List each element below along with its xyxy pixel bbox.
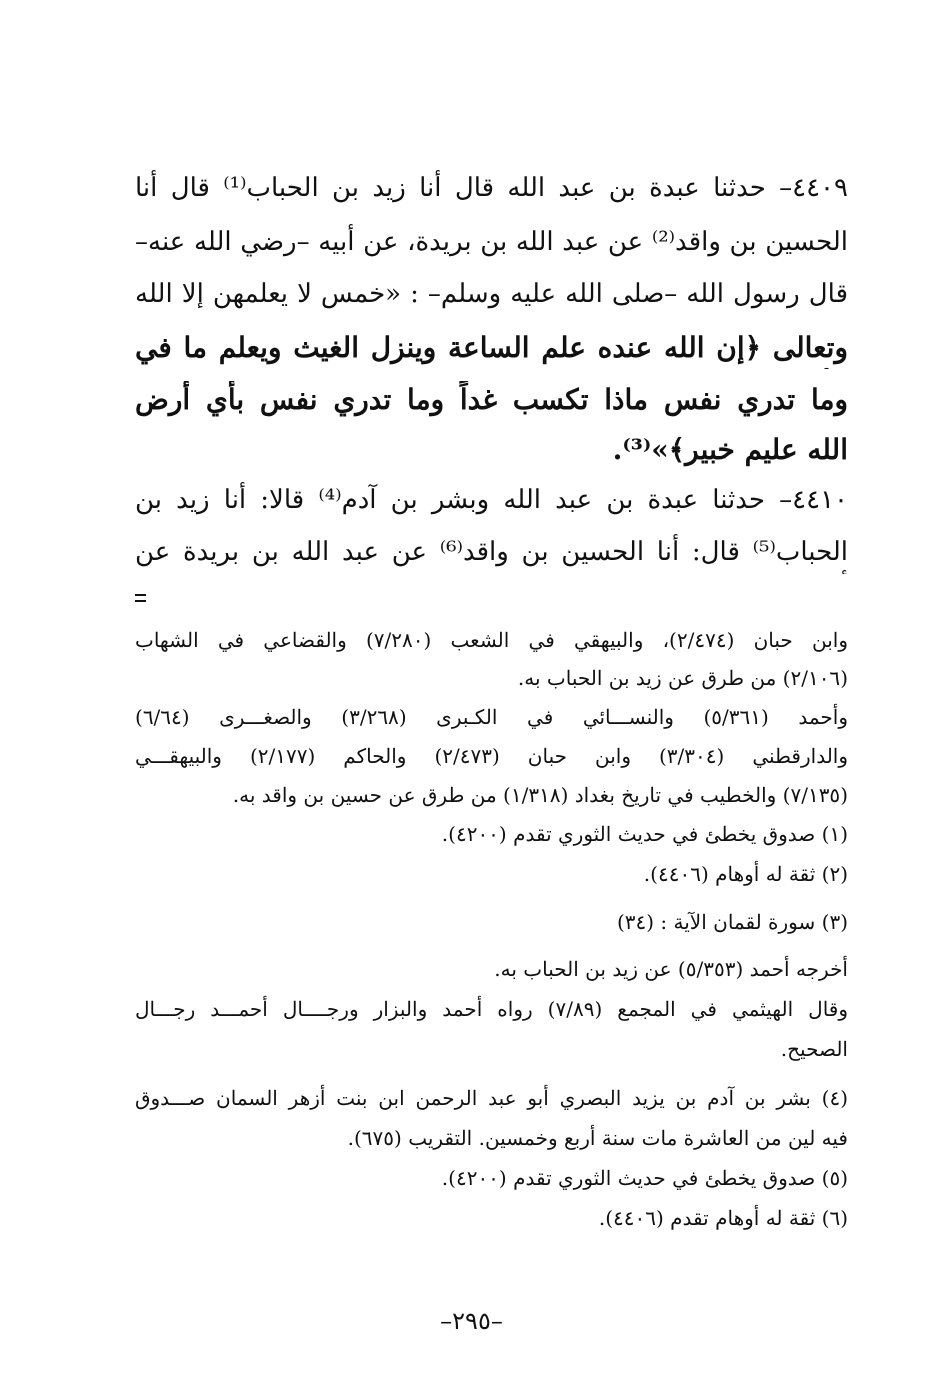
hadith-4410-line-1: ٤٤١٠– حدثنا عبدة بن عبد الله وبشر بن آدم⁽⁴⁾ قالا: أنا زيد بن	[135, 485, 848, 515]
footnote-continuation-line: والدارقطني (٣/٣٠٤) وابن حبان (٢/٤٧٣) والحاكم (٢/١٧٧) والبيهقـــي	[135, 744, 848, 768]
hadith-4409-line-6: الله عليم خبير﴾»⁽³⁾.	[612, 433, 848, 466]
footnote-separator	[135, 594, 146, 602]
footnote-5: (٥) صدوق يخطئ في حديث الثوري تقدم (٤٢٠٠).	[441, 1166, 848, 1190]
footnote-3-detail: وقال الهيثمي في المجمع (٧/٨٩) رواه أحمد والبزار ورجــــال أحمـــد رجـــال	[135, 997, 848, 1021]
footnote-1: (١) صدوق يخطئ في حديث الثوري تقدم (٤٢٠٠).	[441, 822, 848, 846]
footnote-continuation-line: وأحمد (٥/٣٦١) والنســـائي في الكـبرى (٣/٢٦٨) والصغـــرى (٦/٦٤)	[135, 705, 848, 729]
hadith-4409-line-4: وتعالى ﴿إن الله عنده علم الساعة وينزل الغيث ويعلم ما في	[135, 331, 848, 364]
hadith-4409-line-1: ٤٤٠٩– حدثنا عبدة بن عبد الله قال أنا زيد بن الحباب⁽¹⁾ قال أنا	[135, 173, 848, 203]
hadith-4409-line-2: الحسين بن واقد⁽²⁾ عن عبد الله بن بريدة، عن أبيه –رضي الله عنه–	[135, 227, 848, 257]
hadith-4409-line-5: وما تدري نفس ماذا تكسب غداً وما تدري نفس بأي أرض	[135, 383, 848, 416]
footnote-3-detail: الصحيح.	[780, 1037, 848, 1061]
footnote-4-detail: فيه لين من العاشرة مات سنة أربع وخمسين. التقريب (٦٧٥).	[347, 1126, 848, 1150]
footnote-3-detail: أخرجه أحمد (٥/٣٥٣) عن زيد بن الحباب به.	[494, 957, 848, 981]
footnote-3: (٣) سورة لقمان الآية : (٣٤)	[616, 910, 848, 934]
footnote-4: (٤) بشر بن آدم بن يزيد البصري أبو عبد الرحمن ابن بنت أزهر السمان صـــدوق	[135, 1086, 848, 1110]
hadith-4410-line-2: الحباب⁽⁵⁾ قال: أنا الحسين بن واقد⁽⁶⁾ عن عبد الله بن بريدة عن	[135, 537, 848, 567]
footnote-continuation-line: (٧/١٣٥) والخطيب في تاريخ بغداد (١/٣١٨) من طرق عن حسين بن واقد به.	[232, 783, 848, 807]
footnote-6: (٦) ثقة له أوهام تقدم (٤٤٠٦).	[598, 1206, 848, 1230]
footnote-2: (٢) ثقة له أوهام (٤٤٠٦).	[643, 862, 848, 886]
footnote-continuation-line: وابن حبان (٢/٤٧٤)، والبيهقي في الشعب (٧/٢٨٠) والقضاعي في الشهاب	[135, 628, 848, 652]
footnote-continuation-line: (٢/١٠٦) من طرق عن زيد بن الحباب به.	[517, 666, 848, 690]
page-number: –٢٩٥–	[440, 1307, 503, 1335]
hadith-4409-line-3: قال رسول الله –صلى الله عليه وسلم– : «خمس لا يعلمهن إلا الله	[135, 279, 848, 309]
